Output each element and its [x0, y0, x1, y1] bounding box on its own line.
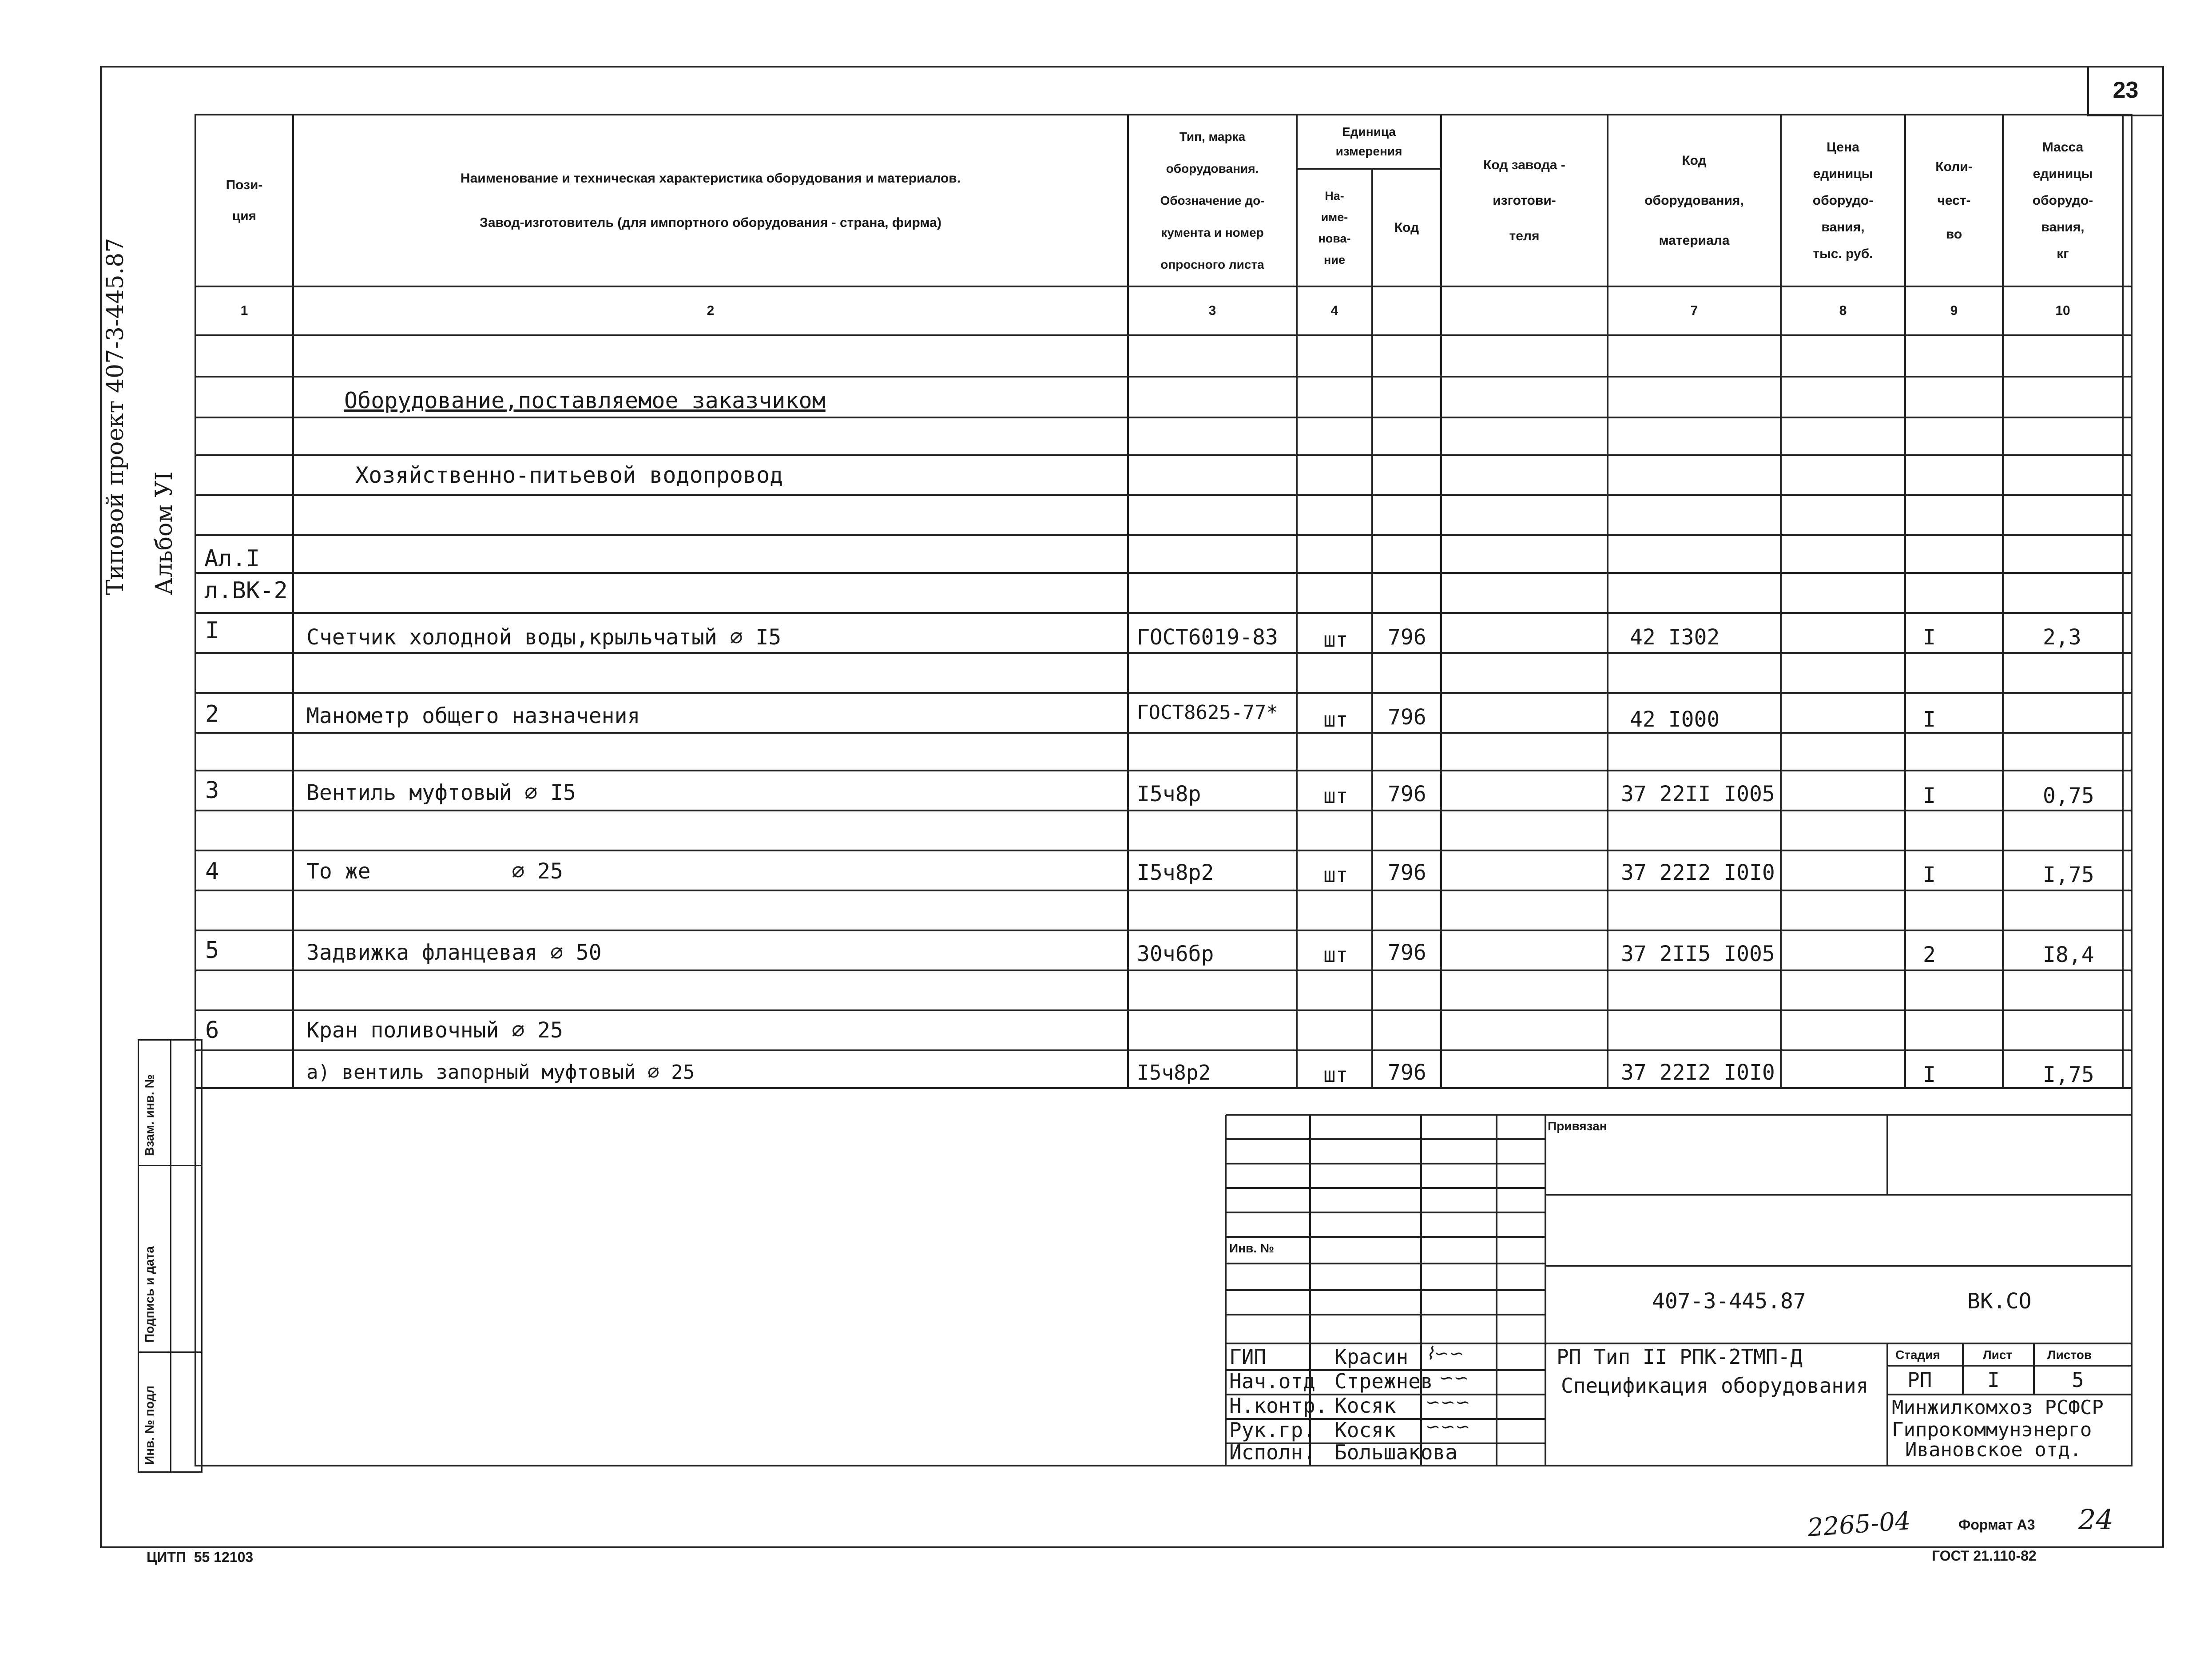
ref-sheet: л.ВК-2: [204, 577, 288, 604]
row-unit: шт: [1323, 863, 1348, 887]
header-col-price: Цена единицы оборудо- вания, тыс. руб.: [1812, 139, 1874, 261]
inv-no-label: Инв. №: [1229, 1241, 1275, 1255]
row-unit: шт: [1323, 1063, 1348, 1087]
row-name: То же ∅ 25: [306, 859, 563, 884]
footer-handwritten-number: 2265-04: [1807, 1506, 1912, 1543]
sheets-value: 5: [2072, 1368, 2084, 1392]
row-unit: шт: [1323, 784, 1348, 808]
row-unit: шт: [1323, 943, 1348, 967]
header-col-quantity: Коли- чест- во: [1935, 159, 1973, 242]
row-unit: шт: [1323, 628, 1348, 652]
row-material-code: 42 I302: [1630, 625, 1720, 650]
signature-mark: ∽∽∽: [1426, 1392, 1470, 1413]
row-type: I5ч8р: [1137, 782, 1201, 807]
role-name: Косяк: [1334, 1394, 1396, 1418]
row-quantity: I: [1923, 1062, 1936, 1087]
row-position: 3: [205, 777, 219, 804]
row-code: 796: [1388, 705, 1426, 730]
row-position: 5: [205, 937, 219, 964]
role-label: Нач.отд: [1229, 1369, 1315, 1393]
sheets-label: Листов: [2047, 1348, 2092, 1362]
row-unit: шт: [1323, 707, 1348, 731]
doc-mark: ВК.СО: [1967, 1289, 2032, 1314]
row-mass: I8,4: [2043, 942, 2094, 967]
row-code: 796: [1388, 625, 1426, 650]
header-col-unit-group: Единица измерения: [1335, 125, 1402, 158]
privyazan-label: Привязан: [1548, 1119, 1607, 1133]
row-quantity: I: [1923, 862, 1936, 887]
header-col-name: Наименование и техническая характеристика оборудования и материалов. Завод-изготовитель (для импортного оборудования - страна, фирма): [460, 171, 961, 230]
role-name: Красин: [1334, 1345, 1409, 1369]
colnum-1: 1: [240, 303, 248, 318]
row-quantity: 2: [1923, 942, 1936, 967]
row-position: I: [205, 617, 219, 644]
row-quantity: I: [1923, 783, 1936, 808]
header-col-mass: Масса единицы оборудо- вания, кг: [2032, 139, 2093, 261]
colnum-3: 3: [1208, 303, 1216, 318]
row-name: Задвижка фланцевая ∅ 50: [306, 940, 602, 965]
header-col-factory-code: Код завода - изготови- теля: [1483, 157, 1565, 243]
role-name: Стрежнев: [1334, 1369, 1433, 1393]
role-label: Исполн.: [1229, 1440, 1315, 1464]
row-mass: I,75: [2043, 1062, 2094, 1087]
sheet-label: Лист: [1983, 1348, 2013, 1362]
row-code: 796: [1388, 860, 1426, 885]
row-position: 2: [205, 701, 219, 727]
colnum-7: 7: [1690, 303, 1698, 318]
row-name: а) вентиль запорный муфтовый ∅ 25: [306, 1061, 695, 1084]
role-label: Рук.гр.: [1229, 1418, 1315, 1442]
row-name: Счетчик холодной воды,крыльчатый ∅ I5: [306, 625, 782, 650]
sheet-value: I: [1987, 1368, 2000, 1392]
row-type: I5ч8р2: [1137, 860, 1214, 885]
margin-label-inv: Инв. № подл: [143, 1385, 156, 1465]
row-code: 796: [1388, 1060, 1426, 1085]
row-name: Манометр общего назначения: [306, 703, 640, 728]
org-ministry: Минжилкомхоз РСФСР: [1892, 1396, 2104, 1419]
signature-mark: ∽∽∽: [1426, 1417, 1470, 1437]
row-name: Вентиль муфтовый ∅ I5: [306, 780, 576, 805]
org-branch: Ивановское отд.: [1905, 1438, 2082, 1461]
colnum-9: 9: [1950, 303, 1958, 318]
header-col-unit-name: На- име- нова- ние: [1318, 189, 1351, 266]
signature-mark: ⌇∽∽: [1426, 1343, 1464, 1364]
colnum-10: 10: [2055, 303, 2070, 318]
sheet-number: 23: [2113, 77, 2139, 103]
signature-mark: ∽∽: [1439, 1368, 1469, 1388]
header-col-type: Тип, марка оборудования. Обозначение до- кумента и номер опросного листа: [1160, 129, 1265, 271]
colnum-2: 2: [707, 303, 715, 318]
role-label: Н.контр.: [1229, 1394, 1328, 1418]
project-title: РП Тип II РПК-2ТМП-Д: [1557, 1345, 1803, 1369]
section-title-water-supply: Хозяйственно-питьевой водопровод: [355, 462, 783, 488]
row-mass: I,75: [2043, 862, 2094, 887]
row-mass: 0,75: [2043, 783, 2094, 808]
role-name: Большакова: [1334, 1440, 1457, 1464]
footer-page-hand: 24: [2078, 1503, 2113, 1536]
margin-label-vzam: Взам. инв. №: [143, 1074, 156, 1156]
header-col-unit-code: Код: [1394, 220, 1419, 235]
row-type: ГОСТ6019-83: [1137, 625, 1278, 650]
side-album-label: Альбом УI: [151, 471, 178, 595]
row-type: 30ч6бр: [1137, 942, 1214, 966]
row-name: Кран поливочный ∅ 25: [306, 1018, 563, 1043]
colnum-8: 8: [1839, 303, 1847, 318]
row-material-code: 42 I000: [1630, 707, 1720, 732]
footer-gost: ГОСТ 21.110-82: [1932, 1548, 2037, 1564]
footer-citp: ЦИТП 55 12103: [147, 1549, 254, 1565]
row-quantity: I: [1923, 625, 1936, 650]
org-institute: Гипрокоммунэнерго: [1892, 1419, 2092, 1441]
row-material-code: 37 22I2 I0I0: [1621, 860, 1775, 885]
row-material-code: 37 22I2 I0I0: [1621, 1060, 1775, 1085]
role-label: ГИП: [1229, 1345, 1267, 1369]
ref-album: Ал.I: [204, 545, 260, 572]
doc-code: 407-3-445.87: [1652, 1289, 1806, 1314]
row-position: 4: [205, 858, 219, 885]
margin-label-podpis: Подпись и дата: [143, 1246, 156, 1343]
row-type: I5ч8р2: [1137, 1061, 1211, 1085]
side-project-title: Типовой проект 407-3-445.87: [102, 238, 129, 595]
row-material-code: 37 2II5 I005: [1621, 942, 1775, 966]
header-col-position: Пози- ция: [226, 177, 263, 223]
colnum-4: 4: [1330, 303, 1338, 318]
row-type: ГОСТ8625-77*: [1137, 701, 1278, 724]
header-col-material-code: Код оборудования, материала: [1644, 153, 1744, 248]
row-mass: 2,3: [2043, 625, 2081, 650]
row-position: 6: [205, 1017, 219, 1044]
row-quantity: I: [1923, 707, 1936, 732]
role-name: Косяк: [1334, 1418, 1396, 1442]
row-code: 796: [1388, 782, 1426, 807]
sheet-title: Спецификация оборудования: [1561, 1374, 1869, 1398]
stage-label: Стадия: [1895, 1348, 1940, 1362]
stage-value: РП: [1907, 1368, 1932, 1392]
row-material-code: 37 22II I005: [1621, 782, 1775, 807]
section-title-supplied: Оборудование,поставляемое заказчиком: [344, 388, 826, 413]
row-code: 796: [1388, 940, 1426, 965]
footer-format: Формат А3: [1958, 1517, 2035, 1533]
